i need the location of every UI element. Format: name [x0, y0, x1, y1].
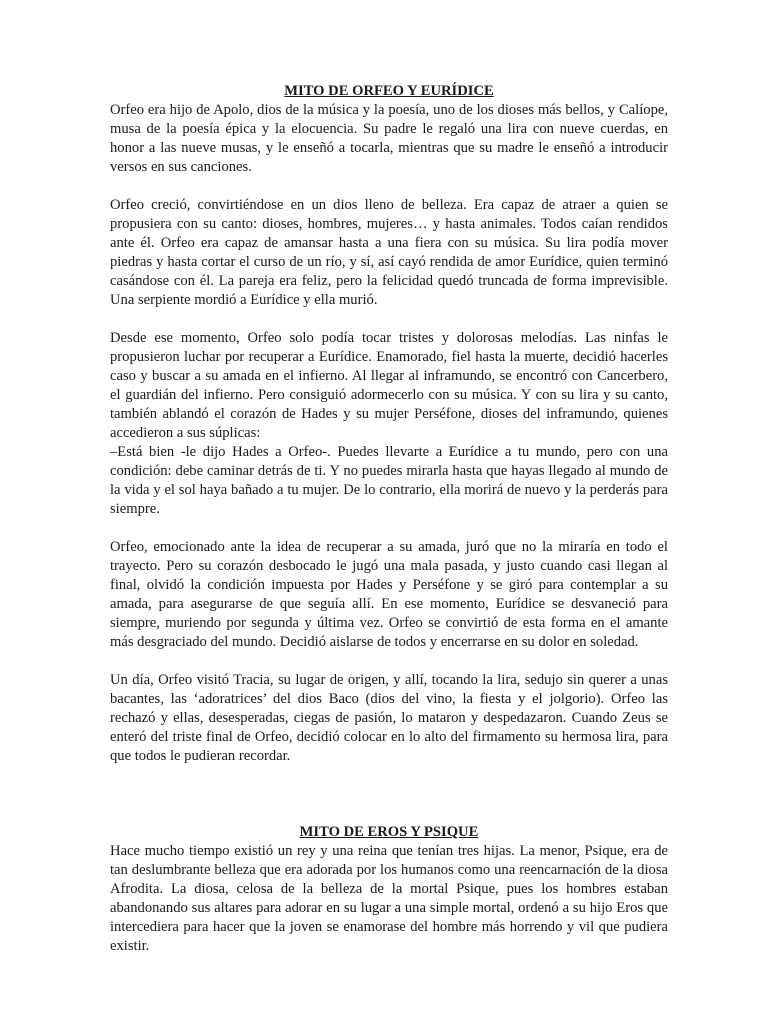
eros-paragraph-1: Hace mucho tiempo existió un rey y una reina que tenían tres hijas. La menor, Psique, era de tan deslumbrante belleza que era adorada por los humanos como una reencarnación de la diosa Afrodita. La diosa, celosa de la belleza de la mortal Psique, pues los hombres estaban abandonando sus altares para adorar en su lugar a una simple mortal, ordenó a su hijo Eros que intercediera para hacer que la joven se enamorase del hombre más horrendo y vil que pudiera existir.: [110, 843, 668, 954]
orfeo-dialogue: –Está bien -le dijo Hades a Orfeo-. Puedes llevarte a Eurídice a tu mundo, pero con una condición: debe caminar detrás de ti. Y no puedes mirarla hasta que hayas llegado al mundo de la vida y el sol haya bañado a tu mujer. De lo contrario, ella morirá de nuevo y la perderás para siempre.: [110, 444, 668, 517]
eros-title: MITO DE EROS Y PSIQUE: [299, 824, 479, 840]
paragraph-spacer: [110, 519, 668, 538]
orfeo-paragraph-2: Orfeo creció, convirtiéndose en un dios lleno de belleza. Era capaz de atraer a quien se propusiera con su canto: dioses, hombres, mujeres… y hasta animales. Todos caían rendidos ante él. Orfeo era capaz de amansar hasta a una fiera con su música. Su lira podía mover piedras y hasta cortar el curso de un río, y sí, así cayó rendida de amor Eurídice, quien terminó casándose con él. La pareja era feliz, pero la felicidad quedó truncada de forma imprevisible. Una serpiente mordió a Eurídice y ella murió.: [110, 197, 668, 308]
orfeo-paragraph-3: Desde ese momento, Orfeo solo podía tocar tristes y dolorosas melodías. Las ninfas le propusieron luchar por recuperar a Eurídice. Enamorado, fiel hasta la muerte, decidió hacerles caso y buscar a su amada en el infierno. Al llegar al inframundo, se encontró con Cancerbero, el guardián del infierno. Pero consiguió adormecerlo con su música. Y con su lira y su canto, también ablandó el corazón de Hades y su mujer Perséfone, dioses del inframundo, quienes accedieron a sus súplicas:: [110, 330, 668, 441]
paragraph-spacer: [110, 652, 668, 671]
orfeo-paragraph-1: Orfeo era hijo de Apolo, dios de la música y la poesía, uno de los dioses más bellos, y Calíope, musa de la poesía épica y la elocuencia. Su padre le regaló una lira con nueve cuerdas, en honor a las nueve musas, y le enseñó a tocarla, mientras que su madre le enseñó a introducir versos en sus canciones.: [110, 102, 668, 175]
orfeo-title: MITO DE ORFEO Y EURÍDICE: [284, 83, 494, 99]
section-spacer: [110, 766, 668, 823]
document-page: [110, 82, 668, 956]
orfeo-paragraph-4: Orfeo, emocionado ante la idea de recuperar a su amada, juró que no la miraría en todo el trayecto. Pero su corazón desbocado le jugó una mala pasada, y justo cuando casi llegan al final, olvidó la condición impuesta por Hades y Perséfone y se giró para contemplar a su amada, para asegurarse de que seguía allí. En ese momento, Eurídice se desvaneció para siempre, muriendo por segunda y última vez. Orfeo se convirtió de esta forma en el amante más desgraciado del mundo. Decidió aislarse de todos y encerrarse en su dolor en soledad.: [110, 539, 668, 650]
orfeo-paragraph-5: Un día, Orfeo visitó Tracia, su lugar de origen, y allí, tocando la lira, sedujo sin querer a unas bacantes, las ‘adoratrices’ del dios Baco (dios del vino, la fiesta y el jolgorio). Orfeo las rechazó y ellas, desesperadas, ciegas de pasión, lo mataron y despedazaron. Cuando Zeus se enteró del triste final de Orfeo, decidió colocar en lo alto del firmamento su hermosa lira, para que todos le pudieran recordar.: [110, 672, 668, 764]
paragraph-spacer: [110, 310, 668, 329]
paragraph-spacer: [110, 177, 668, 196]
